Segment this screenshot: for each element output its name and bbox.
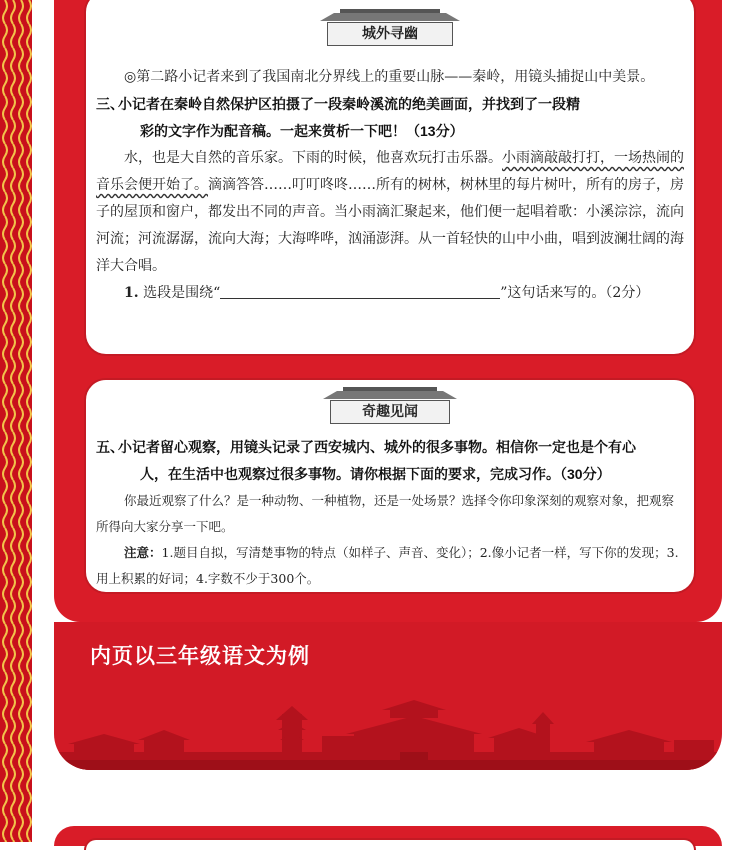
answer-blank[interactable] xyxy=(220,284,500,299)
section-tag xyxy=(330,400,450,424)
section-body xyxy=(86,64,694,307)
section-card-outside-city xyxy=(84,0,696,356)
city-skyline-illustration xyxy=(54,700,722,770)
red-banner xyxy=(54,622,722,770)
writing-notes xyxy=(86,540,694,592)
sub-question-after: ”这句话来写的。（2分） xyxy=(500,285,650,301)
intro-paragraph: ◎第二路小记者来到了我国南北分界线上的重要山脉——秦岭，用镜头捕捉山中美景。 xyxy=(124,69,655,85)
writing-prompt: 你最近观察了什么？是一种动物、一种植物，还是一处场景？选择令你印象深刻的观察对象，把观察所得向大家分享一下吧。 xyxy=(96,493,675,534)
question-five xyxy=(86,434,694,488)
passage-underlined-sentence: 小雨滴敲敲打打，一场热闹的音乐会便开始了。 xyxy=(96,150,684,193)
section-body xyxy=(86,434,694,592)
passage-text-after: 滴滴答答……叮叮咚咚……所有的树林，树林里的每片树叶，所有的房子，房子的屋顶和窗户，都发出不同的声音。当小雨滴汇聚起来，他们便一起唱着歌：小溪淙淙，流向河流；河流潺潺，流向大海；大海哗哗，汹涌澎湃。从一首轻快的山中小曲，唱到波澜壮阔的海洋大合唱。 xyxy=(96,177,684,274)
sub-question-number: 1. xyxy=(124,285,139,301)
sub-question-one xyxy=(86,280,694,307)
passage-text-before: 水，也是大自然的音乐家。下雨的时候，他喜欢玩打击乐器。 xyxy=(124,150,502,166)
section-tag-label: 奇趣见闻 xyxy=(362,404,418,420)
next-card-top xyxy=(84,838,696,850)
left-decorative-strip xyxy=(0,0,32,842)
section-tag-label: 城外寻幽 xyxy=(362,26,418,42)
note-text: 1.题目自拟，写清楚事物的特点（如样子、声音、变化）；2.像小记者一样，写下你的发现；3.用上积累的好词；4.字数不少于300个。 xyxy=(96,545,679,586)
question-line-2: 彩的文字作为配音稿。一起来赏析一下吧！（13分） xyxy=(140,123,464,139)
passage-paragraph xyxy=(86,145,694,280)
question-line-1: 小记者留心观察，用镜头记录了西安城内、城外的很多事物。相信你一定也是个有心 xyxy=(118,439,636,455)
pagoda-roof-icon xyxy=(323,387,457,399)
sub-question-before: 选段是围绕“ xyxy=(143,285,221,301)
section-card-interesting-sights xyxy=(84,378,696,594)
question-line-2: 人，在生活中也观察过很多事物。请你根据下面的要求，完成习作。（30分） xyxy=(140,466,611,482)
question-line-1: 小记者在秦岭自然保护区拍摄了一段秦岭溪流的绝美画面，并找到了一段精 xyxy=(118,96,580,112)
wavy-lines-decoration xyxy=(0,0,32,842)
note-label: 注意： xyxy=(124,546,162,560)
section-tag xyxy=(327,22,453,46)
question-number: 三、 xyxy=(96,96,124,112)
banner-title: 内页以三年级语文为例 xyxy=(90,644,310,668)
pagoda-roof-icon xyxy=(320,9,460,21)
question-number: 五、 xyxy=(96,439,124,455)
question-three xyxy=(86,91,694,145)
